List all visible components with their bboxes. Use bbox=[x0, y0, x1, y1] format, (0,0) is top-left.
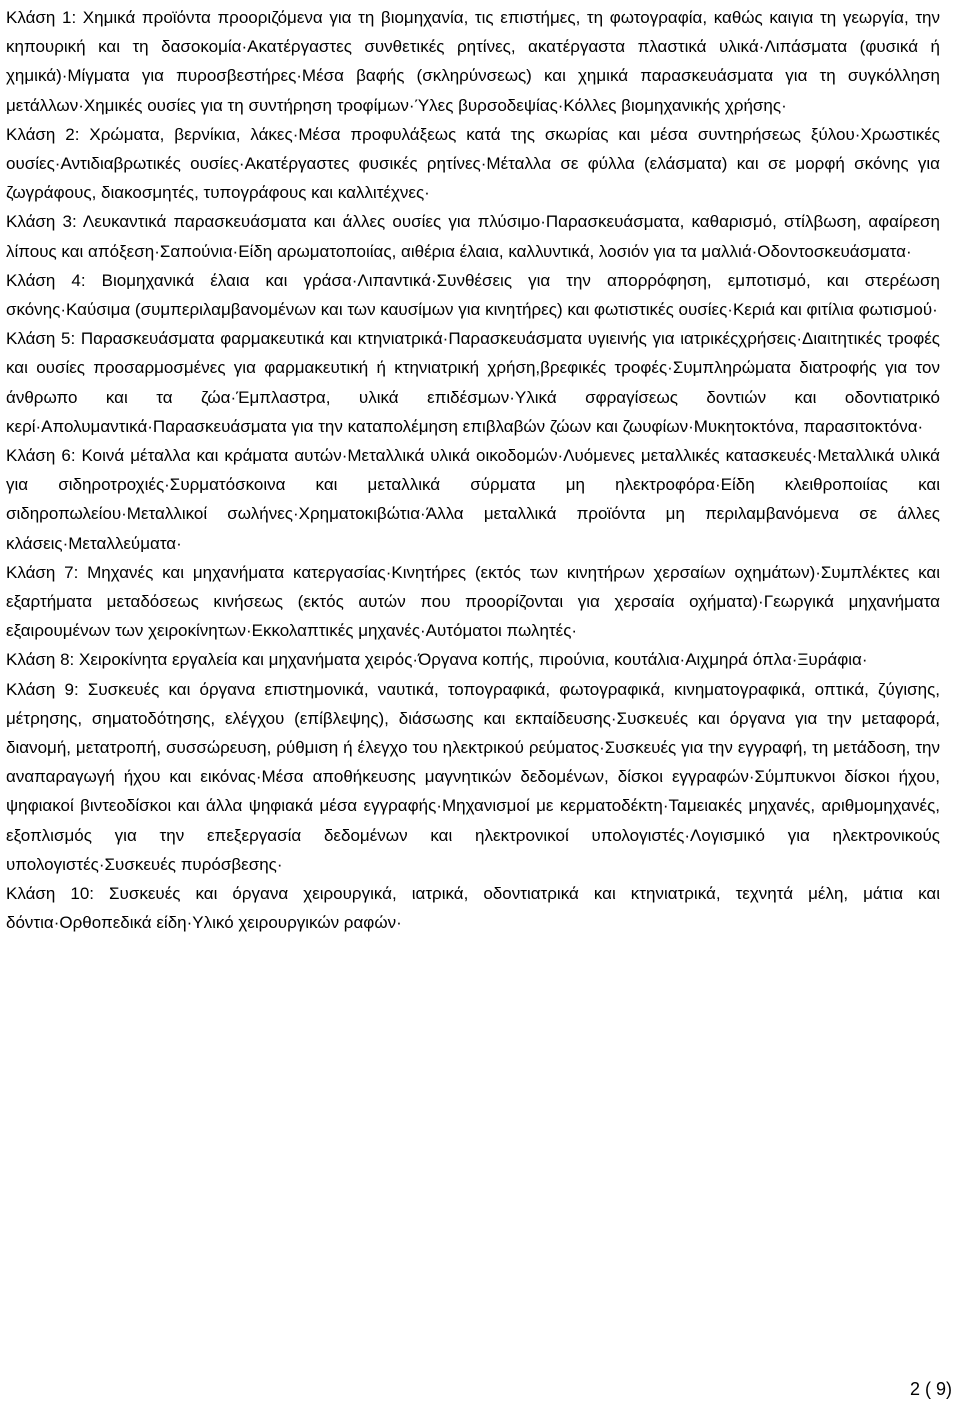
class-1-paragraph: Κλάση 1: Χημικά προϊόντα προοριζόμενα για τη βιομηχανία, τις επιστήμες, τη φωτογραφία, καθώς καιγια τη γεωργία, την κηπουρική και τη δασοκομία·Ακατέργαστες συνθετικές ρητίνες, ακατέργαστα πλαστικά υλικά·Λιπάσματα (φυσικά ή χημικά)·Μίγματα για πυροσβεστήρες·Μέσα βαφής (σκληρύνσεως) και χημικά παρασκευάσματα για τη συγκόλληση μετάλλων·Χημικές ουσίες για τη συντήρηση τροφίμων·Ύλες βυρσοδεψίας·Κόλλες βιομηχανικής χρήσης· bbox=[6, 8, 940, 115]
class-6-paragraph: Κλάση 6: Κοινά μέταλλα και κράματα αυτών·Μεταλλικά υλικά οικοδομών·Λυόμενες μεταλλικές κατασκευές·Μεταλλικά υλικά για σιδηροτροχιές·Συρματόσκοινα και μεταλλικά σύρματα μη ηλεκτροφόρα·Είδη κλειθροποιίας και σιδηροπωλείου·Μεταλλικοί σωλήνες·Χρηματοκιβώτια·Άλλα μεταλλικά προϊόντα μη περιλαμβανόμενα σε άλλες κλάσεις·Μεταλλεύματα· bbox=[6, 446, 940, 553]
class-2-paragraph: Κλάση 2: Χρώματα, βερνίκια, λάκες·Μέσα προφυλάξεως κατά της σκωρίας και μέσα συντηρήσεως ξύλου·Χρωστικές ουσίες·Αντιδιαβρωτικές ουσίες·Ακατέργαστες φυσικές ρητίνες·Μέταλλα σε φύλλα (ελάσματα) και σε μορφή σκόνης για ζωγράφους, διακοσμητές, τυπογράφους και καλλιτέχνες· bbox=[6, 124, 940, 203]
document-body bbox=[6, 0, 940, 938]
class-7-paragraph: Κλάση 7: Μηχανές και μηχανήματα κατεργασίας·Κινητήρες (εκτός των κινητήρων χερσαίων οχημάτων)·Συμπλέκτες και εξαρτήματα μεταδόσεως κινήσεως (εκτός αυτών που προορίζονται για χερσαία οχήματα)·Γεωργικά μηχανήματα εξαιρουμένων των χειροκίνητων·Εκκολαπτικές μηχανές·Αυτόματοι πωλητές· bbox=[6, 562, 940, 641]
class-10-paragraph: Κλάση 10: Συσκευές και όργανα χειρουργικά, ιατρικά, οδοντιατρικά και κτηνιατρικά, τεχνητά μέλη, μάτια και δόντια·Ορθοπεδικά είδη·Υλικό χειρουργικών ραφών· bbox=[6, 884, 940, 933]
class-9-paragraph: Κλάση 9: Συσκευές και όργανα επιστημονικά, ναυτικά, τοπογραφικά, φωτογραφικά, κινηματογραφικά, οπτικά, ζύγισης, μέτρησης, σηματοδότησης, ελέγχου (επίβλεψης), διάσωσης και εκπαίδευσης·Συσκευές και όργανα για την μεταφορά, διανομή, μετατροπή, συσσώρευση, ρύθμιση ή έλεγχο του ηλεκτρικού ρεύματος·Συσκευές για την εγγραφή, τη μετάδοση, την αναπαραγωγή ήχου και εικόνας·Μέσα αποθήκευσης μαγνητικών δεδομένων, δίσκοι εγγραφών·Σύμπυκνοι δίσκοι ήχου, ψηφιακοί βιντεοδίσκοι και άλλα ψηφιακά μέσα εγγραφής·Μηχανισμοί με κερματοδέκτη·Ταμειακές μηχανές, αριθμομηχανές, εξοπλισμός για την επεξεργασία δεδομένων και ηλεκτρονικοί υπολογιστές·Λογισμικό για ηλεκτρονικούς υπολογιστές·Συσκευές πυρόσβεσης· bbox=[6, 679, 940, 874]
class-8-paragraph: Κλάση 8: Χειροκίνητα εργαλεία και μηχανήματα χειρός·Όργανα κοπής, πιρούνια, κουτάλια·Αιχμηρά όπλα·Ξυράφια· bbox=[6, 650, 868, 670]
class-4-paragraph: Κλάση 4: Βιομηχανικά έλαια και γράσα·Λιπαντικά·Συνθέσεις για την απορρόφηση, εμποτισμό, και στερέωση σκόνης·Καύσιμα (συμπεριλαμβανομένων και των καυσίμων για κινητήρες) και φωτιστικές ουσίες·Κεριά και φιτίλια φωτισμού· bbox=[6, 270, 940, 320]
page-number: 2 ( 9) bbox=[909, 1379, 952, 1399]
class-5-paragraph: Κλάση 5: Παρασκευάσματα φαρμακευτικά και κτηνιατρικά·Παρασκευάσματα υγιεινής για ιατρικέςχρήσεις·Διαιτητικές τροφές και ουσίες προσαρμοσμένες για φαρμακευτική ή κτηνιατρική χρήση,βρεφικές τροφές·Συμπληρώματα διατροφής για τον άνθρωπο και τα ζώα·Έμπλαστρα, υλικά επιδέσμων·Υλικά σφραγίσεως δοντιών και οδοντιατρικό κερί·Απολυμαντικά·Παρασκευάσματα για την καταπολέμηση επιβλαβών ζώων και ζωυφίων·Μυκητοκτόνα, παρασιτοκτόνα· bbox=[6, 329, 940, 436]
class-3-paragraph: Κλάση 3: Λευκαντικά παρασκευάσματα και άλλες ουσίες για πλύσιμο·Παρασκευάσματα, καθαρισμό, στίλβωση, αφαίρεση λίπους και απόξεση·Σαπούνια·Είδη αρωματοποιίας, αιθέρια έλαια, καλλυντικά, λοσιόν για τα μαλλιά·Οδοντοσκευάσματα· bbox=[6, 212, 940, 261]
